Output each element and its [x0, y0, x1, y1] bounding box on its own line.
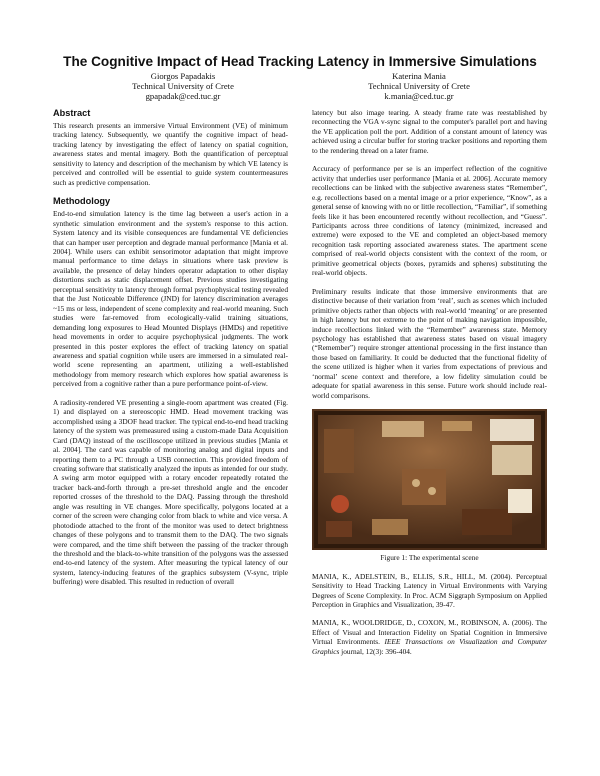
abstract-text: This research presents an immersive Virtual Environment (VE) of minimum tracking latency. Subsequently, we quantify the cognitive impact of head-tracking latency by investigating the effect of latency on spatial cognition, awareness states and mental imagery. Both the quantification of perceptual sensitivity to latency and description of the mechanism by which VE latency is perceived and controlled will be essential to guide system countermeasures such as predictive compensation. — [53, 121, 288, 187]
body-paragraph: Accuracy of performance per se is an imperfect reflection of the cognitive activity that underlies user performance [Mania et al. 2006]. Accurate memory recollections can be linked with the subjective awareness states “Remember”, e.g. recollections based on a mental image or a prior experience, “Know”, as a general sense of knowing with no or little recollection, “Familiar”, if something feels like it has been encountered recently without recollection, and “Guess”. Participants across three conditions of latency (minimized, increased and extreme) were exposed to the VE and completed an object-based memory recognition task reporting associated awareness states. The apartment scene comprised of real-world objects consistent with the context of the room, or primitive geometrical objects (boxes, pyramids and spheres) substituting the real-world objects. — [312, 164, 547, 278]
reference-text: MANIA, K., WOOLDRIDGE, D., COXON, M., ROBINSON, A. (2006). The Effect of Visual and Interaction Fidelity on Spatial Cognition in Immersive Virtual Environments. — [312, 618, 547, 647]
author-block — [63, 71, 303, 102]
right-column — [312, 108, 547, 665]
author-block — [299, 71, 539, 102]
author-email: gpapadak@ced.tuc.gr — [145, 91, 221, 102]
author-email: k.mania@ced.tuc.gr — [384, 91, 454, 102]
methodology-paragraph: End-to-end simulation latency is the time lag between a user's action in a synthetic simulation environment and the system's response to this action. System latency and its visible consequences are fundamental VE deficiencies that can hamper user perception and degrade manual performance [Mania et al. 2004]. While users can exhibit sensorimotor adaptation that might improve manual performance to time delays in situations where task preview is available, the presence of delay hinders operator adaptation to other display distortions such as static displacement offset. Previous studies investigating perceptual sensitivity to latency through formal psychophysical testing revealed that the Just Noticeable Difference (JND) for latency discrimination averages ~15 ms or less, independent of scene complexity and real-world meaning. Such studies were far-removed from ecologically-valid training situations, demanding long exposures to Head Mounted Displays (HMDs) and repetitive head movements in order to acquire psychophysical judgments. The work presented in this poster explores the effect of tracking latency on spatial awareness and spatial cognition while users are immersed in a simulated real-world scene representing an apartment, utilizing a well-established methodology from memory research which explores how spatial awareness is perceived from a cognitive rather than a pure performance point-of-view. — [53, 209, 288, 389]
left-column — [53, 108, 288, 596]
author-affiliation: Technical University of Crete — [132, 81, 234, 92]
body-paragraph: latency but also image tearing. A steady frame rate was reestablished by reconnecting the VGA v-sync signal to the computer's parallel port and having the VE application poll the port. Addition of a constant amount of latency was achieved using a circular buffer for storing tracker positions and reporting them to the rendering thread on a later frame. — [312, 108, 547, 155]
body-paragraph: Preliminary results indicate that those immersive environments that are distinctive because of their variation from ‘real’, such as scenes which included primitive objects rather than objects with real-world ‘meaning’ or are presented in high latency but not extreme to the point of making navigation impossible, induce recollections linked with the “Remember” awareness state. Memory psychology has established that awareness states based on visual imagery (“Remember”) require stronger attentional processing in the first instance than those based on familiarity. It could be deducted that the functional fidelity of the scene utilized is higher when it varies from expectations of previous and ‘normal’ scene context and therefore, a low fidelity simulation could be adequate for spatial awareness in this sense. Future work should include real-world comparisons. — [312, 286, 547, 400]
author-name: Katerina Mania — [392, 71, 446, 81]
reference-item: MANIA, K., ADELSTEIN, B., ELLIS, S.R., HILL, M. (2004). Perceptual Sensitivity to Head Tracking Latency in Virtual Environments with Varying Degrees of Scene Complexity. In Proc. ACM Siggraph Symposium on Applied Perception in Graphics and Visualization, 39-47. — [312, 571, 547, 609]
reference-journal: IEEE Transactions on Visualization and Computer Graphics — [312, 637, 547, 656]
abstract-heading: Abstract — [53, 108, 91, 118]
methodology-paragraph: A radiosity-rendered VE presenting a single-room apartment was created (Fig. 1) and displayed on a stereoscopic HMD. Head movement tracking was accomplished using a 3DOF head tracker. The typical end-to-end head tracking latency of the system was premeasured using a custom-made Data Acquisition Card (DAQ) instead of the oscilloscope utilized in previous studies [Mania et al. 2004]. The card was capable of monitoring analog and digital inputs and reporting them to a PC through a USB connection. This provided freedom of creating software that statistically analyzed the inputs as intended for our study. A swing arm motor equipped with a rotary encoder repeatedly rotated the tracker back-and-forth through a pre-set threshold angle and the encoder reported crosses of the threshold to the DAQ. Passing through the threshold angle was resulting in VE changes. More specifically, polygons located at a corner of the screen were changing color from black to white and vice versa. A photodiode attached to the front of the monitor was used to detect brightness changes of these polygons and to transmit them to the DAQ. The two signals were compared, and the time shift between the passing of the tracker through the threshold and the black-to-white transition of the polygons was the assessed end-to-end latency of the system. After measuring the typical latency of our system, latency-inducing features of the graphics subsystem (V-sync, triple buffering) were disabled. This resulted in reduction of overall — [53, 397, 288, 587]
apartment-render-image — [312, 409, 547, 550]
author-affiliation: Technical University of Crete — [368, 81, 470, 92]
methodology-heading: Methodology — [53, 196, 111, 207]
author-name: Giorgos Papadakis — [150, 71, 216, 81]
reference-text: journal, 12(3): 396-404. — [339, 646, 412, 656]
figure-caption: Figure 1: The experimental scene — [380, 553, 479, 563]
experimental-scene-figure — [312, 409, 547, 550]
reference-item — [312, 618, 547, 656]
paper-title: The Cognitive Impact of Head Tracking Latency in Immersive Simulations — [63, 54, 537, 69]
